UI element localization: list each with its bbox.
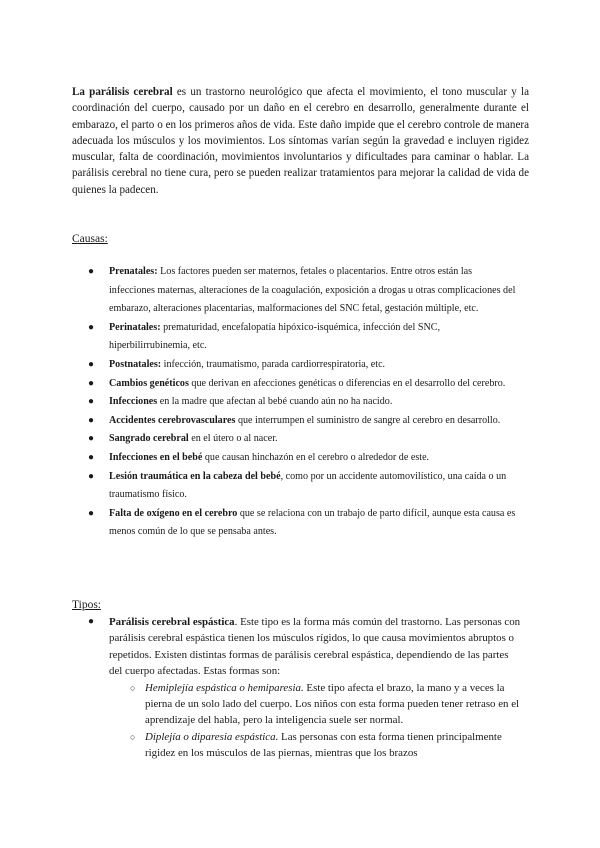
list-item: ● Parálisis cerebral espástica. Este tipo es la forma más común del trastorno. Las personas con parálisis cerebral espástica tienen los músculos rígidos, lo que causa movimientos abruptos o repetidos. Existen distintas formas de parálisis cerebral espástica, dependiendo de las partes del cuerpo afectadas. Estas formas son: ○ Hemiplejía espástica o hemiparesia. Este tipo afecta el brazo, la mano y a veces la pierna de un solo lado del cuerpo. Los niños con esta forma pueden tener retraso en el aprendizaje del habla, pero la inteligencia suele ser normal. ○ Diplejía o diparesia espástica. Las personas con esta forma tienen principalmente rigidez en los músculos de las piernas, mientras que los brazos: [88, 614, 524, 762]
list-item: ● Accidentes cerebrovasculares que interrumpen el suministro de sangre al cerebro en desarrollo.: [88, 412, 520, 431]
types-heading: Tipos:: [72, 599, 101, 611]
bullet-icon: ●: [88, 507, 95, 519]
list-item: ● Infecciones en la madre que afectan al bebé cuando aún no ha nacido.: [88, 393, 520, 412]
list-item: ● Postnatales: infección, traumatismo, parada cardiorrespiratoria, etc.: [88, 356, 520, 375]
sub-list: [109, 680, 524, 762]
bullet-icon: ●: [88, 358, 95, 370]
intro-text: es un trastorno neurológico que afecta el movimiento, el tono muscular y la coordinación del cuerpo, causado por un daño en el cerebro en desarrollo, generalmente durante el embarazo, el parto o en los primeros años de vida. Este daño impide que el cerebro controle de manera adecuada los músculos y los movimientos. Los síntomas varían según la gravedad e incluyen rigidez muscular, falta de coordinación, movimientos involuntarios y dificultades para caminar o hablar. La parálisis cerebral no tiene cura, pero se pueden realizar tratamientos para mejorar la calidad de vida de quienes la padecen.: [72, 86, 529, 196]
bullet-icon: ●: [88, 433, 95, 445]
causes-heading: Causas:: [72, 233, 108, 245]
bullet-icon: ●: [88, 266, 95, 277]
sub-list-item: ○ Diplejía o diparesia espástica. Las personas con esta forma tienen principalmente rigidez en los músculos de las piernas, mientras que los brazos: [130, 730, 502, 760]
list-item: ● Cambios genéticos que derivan en afecciones genéticas o diferencias en el desarrollo del cerebro.: [88, 375, 520, 394]
bullet-icon: ●: [88, 396, 95, 408]
sub-list-item: ○ Hemiplejía espástica o hemiparesia. Este tipo afecta el brazo, la mano y a veces la pierna de un solo lado del cuerpo. Los niños con esta forma pueden tener retraso en el aprendizaje del habla, pero la inteligencia suele ser normal.: [130, 681, 520, 727]
circle-bullet-icon: ○: [130, 731, 136, 742]
bullet-icon: ●: [88, 377, 95, 389]
list-item: ● Prenatales: Los factores pueden ser maternos, fetales o placentarios. Entre otros están las infecciones maternas, alteraciones de la coagulación, exposición a drogas u otras complicaciones del embarazo, alteraciones placentarias, malformaciones del SNC fetal, gestación múltiple, etc.: [88, 263, 520, 319]
intro-term: La parálisis cerebral: [72, 86, 173, 98]
bullet-icon: ●: [88, 451, 95, 463]
causes-list: [88, 263, 520, 542]
list-item: ● Perinatales: prematuridad, encefalopatía hipóxico-isquémica, infección del SNC, hiperbilirrubinemia, etc.: [88, 319, 520, 356]
bullet-icon: ●: [88, 470, 95, 482]
types-list: [88, 614, 524, 762]
bullet-icon: ●: [88, 321, 95, 333]
list-item: ● Infecciones en el bebé que causan hinchazón en el cerebro o alrededor de este.: [88, 449, 520, 468]
bullet-icon: ●: [88, 616, 95, 627]
list-item: ● Sangrado cerebral en el útero o al nacer.: [88, 430, 520, 449]
bullet-icon: ●: [88, 414, 95, 426]
list-item: ● Lesión traumática en la cabeza del bebé, como por un accidente automovilístico, una caída o un traumatismo físico.: [88, 468, 520, 505]
circle-bullet-icon: ○: [130, 682, 136, 693]
list-item: ● Falta de oxígeno en el cerebro que se relaciona con un trabajo de parto difícil, aunque esta causa es menos común de lo que se pensaba antes.: [88, 505, 520, 542]
intro-paragraph: [72, 84, 529, 198]
